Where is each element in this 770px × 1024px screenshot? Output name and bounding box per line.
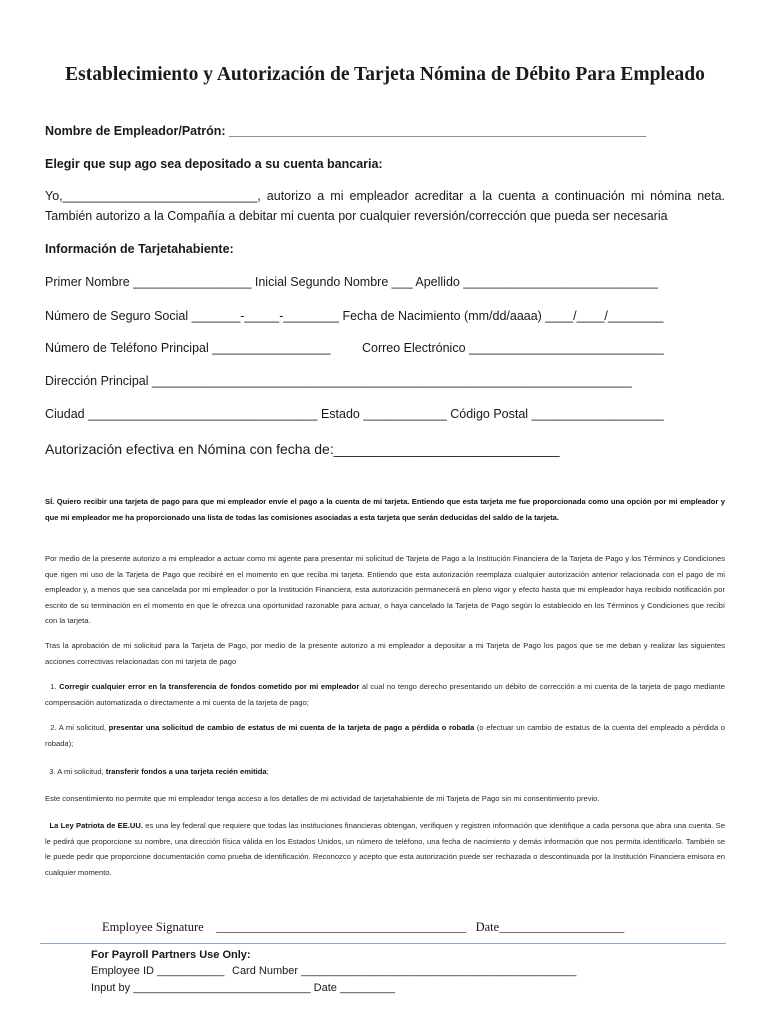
authorization-line-2: También autorizo a la Compañía a debitar mi cuenta por cualquier reversión/corrección que pueda ser necesaria [45,209,668,223]
patriot-act-paragraph [45,818,725,880]
input-by-field[interactable]: Input by _____________________________ [91,982,311,994]
page-title: Establecimiento y Autorización de Tarjeta Nómina de Débito Para Empleado [65,64,705,85]
item-2-text: (o efectuar un cambio de estatus de la cuenta del empleado a pérdida o robada); [45,723,726,748]
cardholder-info-heading: Información de Tarjetahabiente: [45,242,234,256]
address-field[interactable]: Dirección Principal _____________________________________________________________________ [45,374,632,388]
email-field[interactable]: Correo Electrónico ____________________________ [362,341,664,355]
authorization-line-1[interactable]: Yo,____________________________, autorizo a mi empleador acreditar a la cuenta a continuación mi nómina neta. [45,189,725,203]
phone-field[interactable]: Número de Teléfono Principal _________________ [45,341,331,355]
item-2-bold: presentar una solicitud de cambio de estatus de mi cuenta de la tarjeta de pago a pérdida o robada [108,723,475,732]
patriot-act-bold: La Ley Patriota de EE.UU. [49,821,143,830]
effective-date-field[interactable]: Autorización efectiva en Nómina con fecha de:_____________________________ [45,441,560,457]
signature-date[interactable]: Date____________________ [475,920,625,934]
corrective-item-2 [45,720,725,751]
corrective-item-3 [45,764,725,780]
consent-paragraph-si: SÍ. Quiero recibir una tarjeta de pago para que mi empleador envíe el pago a la cuenta de mi tarjeta. Entiendo que esta tarjeta me fue proporcionada como una opción por mi empleador y que mi empleador me ha proporcionado una lista de todas las comisiones asociadas a esta tarjeta que serán deducidas del saldo de la tarjeta. [45,497,725,522]
name-fields[interactable]: Primer Nombre _________________ Inicial Segundo Nombre ___ Apellido ____________________________ [45,275,658,289]
footer-divider [40,943,726,944]
payroll-heading: For Payroll Partners Use Only: [91,949,251,961]
employer-name-field[interactable]: Nombre de Empleador/Patrón: ____________________________________________________________ [45,124,647,138]
signature-label: Employee Signature [102,920,204,934]
corrective-item-1 [45,679,725,710]
input-by-row [91,982,395,994]
item-3-bold: transferir fondos a una tarjeta recién emitida [105,767,267,776]
signature-row [102,920,624,935]
deposit-choice-heading: Elegir que sup ago sea depositado a su cuenta bancaria: [45,157,383,171]
signature-line[interactable]: ________________________________________ [216,920,467,934]
item-3-prefix: 3. A mi solicitud, [49,767,106,776]
city-state-zip-fields[interactable]: Ciudad _________________________________ Estado ____________ Código Postal ___________________ [45,407,664,421]
item-1-text: al cual no tengo derecho presentando un débito de corrección a mi cuenta de la tarjeta de pago mediante compensación automatizada o directamente a mi cuenta de la tarjeta de pago; [45,682,725,707]
item-1-bold: Corregir cualquier error en la transferencia de fondos cometido por mi empleador [59,682,360,691]
agent-paragraph: Por medio de la presente autorizo a mi empleador a actuar como mi agente para presentar mi solicitud de Tarjeta de Pago a la Institución Financiera de la Tarjeta de Pago y los Términos y Condiciones que rigen mi uso de la Tarjeta de Pago que recibiré en el momento en que reciba mi tarjeta. Entiendo que esta autorización reemplaza cualquier autorización anterior relacionada con el pago de mi empleador y, a menos que sea cancelada por mi empleador o por la Institución Financiera, esta autorización permanecerá en pleno vigor y efecto hasta que mi empleador haya recibido notificación por escrito de su terminación en el momento en que le ofrezca una oportunidad razonable para actuar, o haya cancelado la Tarjeta de Pago según lo establecido en los Términos y Condiciones que recibí con la tarjeta. [45,554,725,625]
card-number-field[interactable]: Card Number _____________________________________________ [232,965,577,977]
patriot-act-text: es una ley federal que requiere que todas las instituciones financieras obtengan, verifiquen y registren información que identifique a cada persona que abra una cuenta. Se le pedirá que proporcione su nombre, una dirección física válida en los Estados Unidos, un número de teléfono, una fecha de nacimiento y demás información que nos permita identificarlo. También se le puede pedir que proporcione documentación como prueba de identificación. Reconozco y acepto que esta autorización puede ser rechazada o descontinuada por la Institución Financiera emisora en cualquier momento. [45,821,725,877]
item-3-text: ; [266,767,269,776]
payroll-date-field[interactable]: Date _________ [313,982,396,994]
item-1-number: 1. [50,682,57,691]
approval-paragraph: Tras la aprobación de mi solicitud para la Tarjeta de Pago, por medio de la presente autorizo a mi empleador a depositar a mi Tarjeta de Pago los pagos que se me deban y realizar las siguientes acciones correctivas relacionadas con mi tarjeta de pago [45,641,725,666]
consent-limitation-paragraph: Este consentimiento no permite que mi empleador tenga acceso a los detalles de mi actividad de tarjetahabiente de mi Tarjeta de Pago sin mi consentimiento previo. [45,794,600,803]
employee-id-field[interactable]: Employee ID ___________ [91,965,225,977]
item-2-prefix: 2. A mi solicitud, [50,723,109,732]
ssn-dob-fields[interactable]: Número de Seguro Social _______-_____-________ Fecha de Nacimiento (mm/dd/aaaa) ____/____/________ [45,309,664,323]
